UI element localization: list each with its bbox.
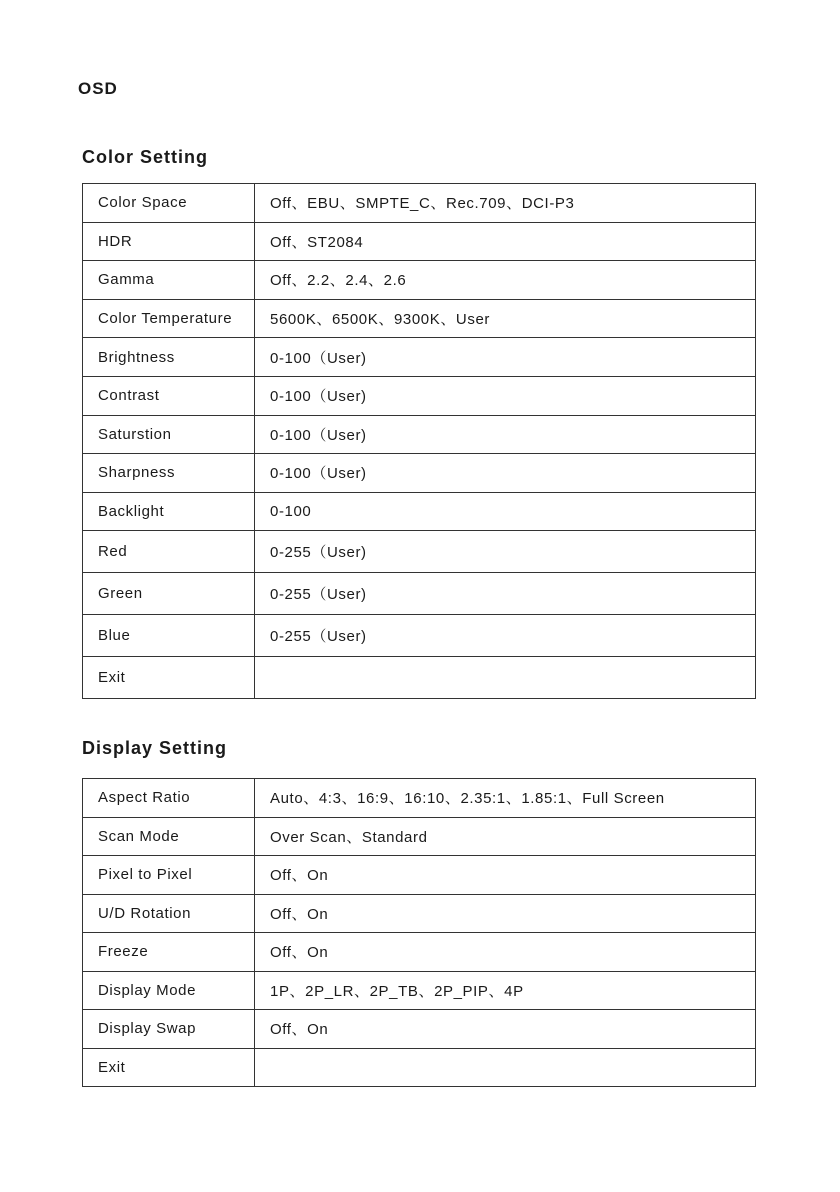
table-row bbox=[83, 573, 756, 615]
setting-options: Off、On bbox=[255, 1010, 756, 1049]
setting-label: U/D Rotation bbox=[83, 894, 255, 933]
setting-label: Freeze bbox=[83, 933, 255, 972]
table-row bbox=[83, 492, 756, 531]
table-row bbox=[83, 779, 756, 818]
setting-options: Off、On bbox=[255, 933, 756, 972]
table-row bbox=[83, 1010, 756, 1049]
table-row bbox=[83, 299, 756, 338]
table-row bbox=[83, 894, 756, 933]
setting-options: 0-255（User) bbox=[255, 614, 756, 656]
display-setting-table bbox=[82, 778, 756, 1087]
table-row bbox=[83, 656, 756, 698]
table-row bbox=[83, 614, 756, 656]
setting-label: Brightness bbox=[83, 338, 255, 377]
setting-options: 0-255（User) bbox=[255, 573, 756, 615]
table-row bbox=[83, 971, 756, 1010]
setting-options: Off、2.2、2.4、2.6 bbox=[255, 261, 756, 300]
setting-label: Pixel to Pixel bbox=[83, 856, 255, 895]
table-row bbox=[83, 376, 756, 415]
setting-label: Gamma bbox=[83, 261, 255, 300]
table-row bbox=[83, 454, 756, 493]
setting-label: Red bbox=[83, 531, 255, 573]
setting-label: Blue bbox=[83, 614, 255, 656]
setting-options: 1P、2P_LR、2P_TB、2P_PIP、4P bbox=[255, 971, 756, 1010]
setting-options: Off、On bbox=[255, 894, 756, 933]
table-row bbox=[83, 222, 756, 261]
setting-label: Saturstion bbox=[83, 415, 255, 454]
color-setting-heading: Color Setting bbox=[82, 147, 208, 167]
setting-label: HDR bbox=[83, 222, 255, 261]
table-row bbox=[83, 261, 756, 300]
setting-options: 0-100（User) bbox=[255, 338, 756, 377]
setting-options: Off、EBU、SMPTE_C、Rec.709、DCI-P3 bbox=[255, 184, 756, 223]
table-row bbox=[83, 338, 756, 377]
setting-label: Exit bbox=[83, 656, 255, 698]
setting-label: Aspect Ratio bbox=[83, 779, 255, 818]
setting-label: Color Space bbox=[83, 184, 255, 223]
setting-options: 0-100（User) bbox=[255, 415, 756, 454]
table-row bbox=[83, 184, 756, 223]
table-row bbox=[83, 415, 756, 454]
setting-label: Color Temperature bbox=[83, 299, 255, 338]
setting-options: 0-100（User) bbox=[255, 376, 756, 415]
setting-label: Exit bbox=[83, 1048, 255, 1087]
setting-options: 0-100（User) bbox=[255, 454, 756, 493]
setting-options: Off、ST2084 bbox=[255, 222, 756, 261]
setting-options: 5600K、6500K、9300K、User bbox=[255, 299, 756, 338]
setting-label: Display Mode bbox=[83, 971, 255, 1010]
setting-label: Contrast bbox=[83, 376, 255, 415]
setting-label: Sharpness bbox=[83, 454, 255, 493]
table-row bbox=[83, 933, 756, 972]
color-setting-table bbox=[82, 183, 756, 699]
table-row bbox=[83, 856, 756, 895]
setting-options bbox=[255, 1048, 756, 1087]
page-title: OSD bbox=[78, 79, 118, 98]
setting-label: Green bbox=[83, 573, 255, 615]
setting-options bbox=[255, 656, 756, 698]
table-row bbox=[83, 1048, 756, 1087]
setting-label: Backlight bbox=[83, 492, 255, 531]
display-setting-heading: Display Setting bbox=[82, 738, 228, 758]
setting-options: Auto、4:3、16:9、16:10、2.35:1、1.85:1、Full Screen bbox=[255, 779, 756, 818]
setting-options: 0-255（User) bbox=[255, 531, 756, 573]
setting-options: 0-100 bbox=[255, 492, 756, 531]
setting-options: Off、On bbox=[255, 856, 756, 895]
table-row bbox=[83, 531, 756, 573]
setting-options: Over Scan、Standard bbox=[255, 817, 756, 856]
setting-label: Scan Mode bbox=[83, 817, 255, 856]
table-row bbox=[83, 817, 756, 856]
setting-label: Display Swap bbox=[83, 1010, 255, 1049]
